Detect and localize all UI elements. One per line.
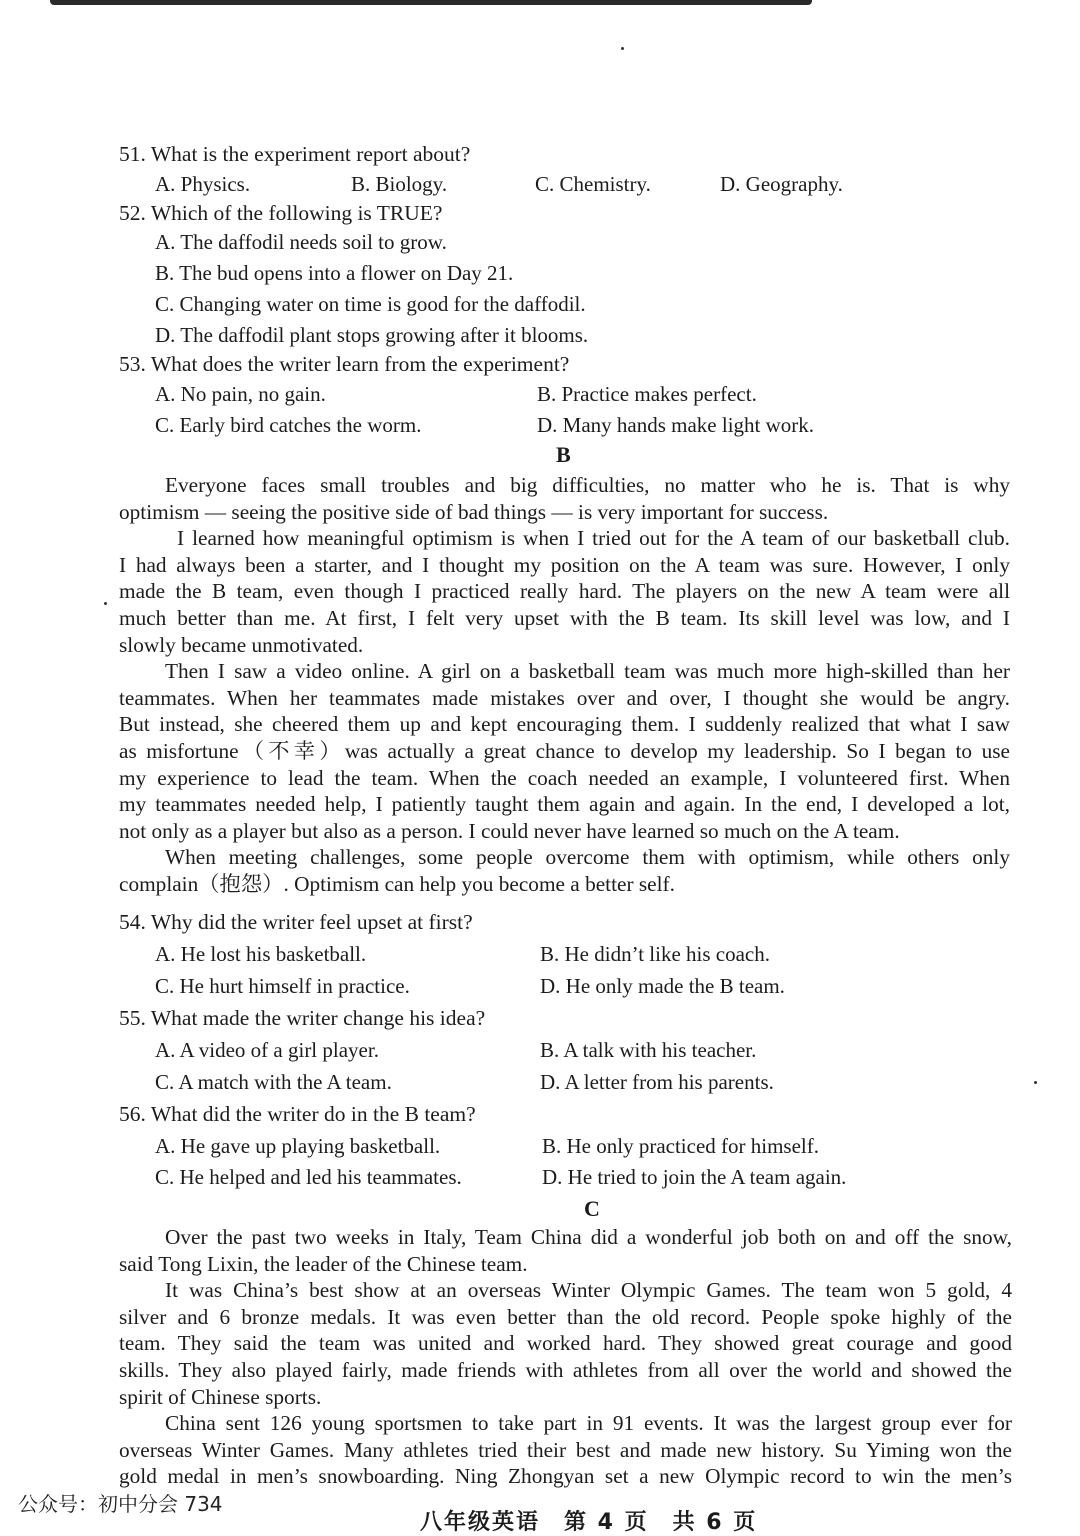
q56-option-c: C. He helped and led his teammates.: [155, 1165, 462, 1189]
source-watermark: 公众号：初中分会 734: [18, 1492, 223, 1516]
q56-option-d: D. He tried to join the A team again.: [542, 1165, 847, 1189]
q51-option-c: C. Chemistry.: [535, 172, 651, 196]
scan-speck: [621, 47, 624, 50]
scan-speck: [1034, 1081, 1037, 1084]
passage-b-line: complain（抱怨）. Optimism can help you become a better self.: [119, 871, 675, 896]
section-heading-b: B: [556, 442, 571, 467]
q53-option-c: C. Early bird catches the worm.: [155, 413, 422, 437]
question-52: 52. Which of the following is TRUE?: [119, 201, 443, 225]
passage-b-line: optimism — seeing the positive side of bad things — is very important for success.: [119, 499, 829, 524]
q51-option-a: A. Physics.: [155, 172, 251, 196]
passage-c-line: It was China’s best show at an overseas Winter Olympic Games. The team won 5 gold, 4: [165, 1278, 1012, 1303]
question-53: 53. What does the writer learn from the experiment?: [119, 352, 570, 376]
q55-option-c: C. A match with the A team.: [155, 1070, 392, 1094]
passage-b-line: much better than me. At first, I felt very upset with the B team. Its skill level was low, and I: [119, 605, 1010, 630]
question-54: 54. Why did the writer feel upset at first?: [119, 910, 473, 934]
q55-option-a: A. A video of a girl player.: [155, 1038, 379, 1062]
q52-option-a: A. The daffodil needs soil to grow.: [155, 230, 447, 254]
scan-edge-bar: [50, 0, 812, 5]
passage-b-line: made the B team, even though I practiced really hard. The players on the new A team were all: [119, 579, 1010, 604]
passage-b-line: When meeting challenges, some people overcome them with optimism, while others only: [165, 845, 1010, 870]
q52-option-b: B. The bud opens into a flower on Day 21.: [155, 261, 514, 285]
passage-c-line: Over the past two weeks in Italy, Team China did a wonderful job both on and off the snow,: [165, 1225, 1012, 1249]
q54-option-d: D. He only made the B team.: [540, 974, 785, 998]
passage-b-line: Then I saw a video online. A girl on a basketball team was much more high-skilled than her: [165, 659, 1010, 684]
q54-option-c: C. He hurt himself in practice.: [155, 974, 410, 998]
passage-c: [119, 1224, 1012, 1490]
question-55: 55. What made the writer change his idea?: [119, 1006, 486, 1030]
passage-c-line: said Tong Lixin, the leader of the Chinese team.: [119, 1251, 528, 1276]
passage-c-line: overseas Winter Games. Many athletes tried their best and made new history. Su Yiming won the: [119, 1437, 1012, 1462]
passage-b-line: teammates. When her teammates made mistakes over and over, I thought she would be angry.: [119, 685, 1010, 710]
passage-c-line: skills. They also played fairly, made friends with athletes from all over the world and showed the: [119, 1357, 1012, 1382]
passage-b-line: my teammates needed help, I patiently taught them again and again. In the end, I developed a lot,: [119, 792, 1010, 817]
q56-option-b: B. He only practiced for himself.: [542, 1134, 819, 1158]
passage-b-line: I learned how meaningful optimism is when I tried out for the A team of our basketball club.: [177, 526, 1010, 551]
q52-option-c: C. Changing water on time is good for the daffodil.: [155, 292, 586, 316]
q55-option-b: B. A talk with his teacher.: [540, 1038, 757, 1062]
passage-b-line: Everyone faces small troubles and big difficulties, no matter who he is. That is why: [165, 473, 1010, 497]
question-56: 56. What did the writer do in the B team?: [119, 1102, 476, 1126]
q54-option-b: B. He didn’t like his coach.: [540, 942, 770, 966]
passage-b-line: my experience to lead the team. When the coach needed an example, I volunteered first. When: [119, 765, 1010, 790]
passage-b-line: But instead, she cheered them up and kept encouraging them. I suddenly realized that what I saw: [119, 712, 1010, 737]
q51-option-b: B. Biology.: [351, 172, 448, 196]
q56-option-a: A. He gave up playing basketball.: [155, 1134, 441, 1158]
page-footer: 八年级英语 第 4 页 共 6 页: [420, 1510, 758, 1535]
q52-option-d: D. The daffodil plant stops growing after it blooms.: [155, 323, 589, 347]
q55-option-d: D. A letter from his parents.: [540, 1070, 774, 1094]
passage-b-line: as misfortune（不幸）was actually a great chance to develop my leadership. So I began to use: [119, 738, 1010, 763]
q54-option-a: A. He lost his basketball.: [155, 942, 367, 966]
passage-c-line: silver and 6 bronze medals. It was even better than the old record. People spoke highly of the: [119, 1304, 1012, 1329]
passage-b: [119, 472, 1010, 898]
passage-c-line: China sent 126 young sportsmen to take part in 91 events. It was the largest group ever for: [165, 1411, 1012, 1436]
passage-b-line: I had always been a starter, and I thought my position on the A team was sure. However, I only: [119, 552, 1010, 577]
passage-b-line: slowly became unmotivated.: [119, 632, 364, 657]
q53-option-d: D. Many hands make light work.: [537, 413, 815, 437]
scan-speck: [104, 602, 107, 605]
q53-option-b: B. Practice makes perfect.: [537, 382, 757, 406]
q53-option-a: A. No pain, no gain.: [155, 382, 326, 406]
section-heading-c: C: [584, 1196, 600, 1221]
question-51: 51. What is the experiment report about?: [119, 142, 471, 166]
passage-c-line: spirit of Chinese sports.: [119, 1384, 322, 1409]
passage-b-line: not only as a player but also as a person. I could never have learned so much on the A team.: [119, 818, 900, 843]
passage-c-line: team. They said the team was united and worked hard. They showed great courage and good: [119, 1331, 1012, 1356]
q51-option-d: D. Geography.: [720, 172, 843, 196]
passage-c-line: gold medal in men’s snowboarding. Ning Zhongyan set a new Olympic record to win the men’s: [119, 1464, 1012, 1489]
